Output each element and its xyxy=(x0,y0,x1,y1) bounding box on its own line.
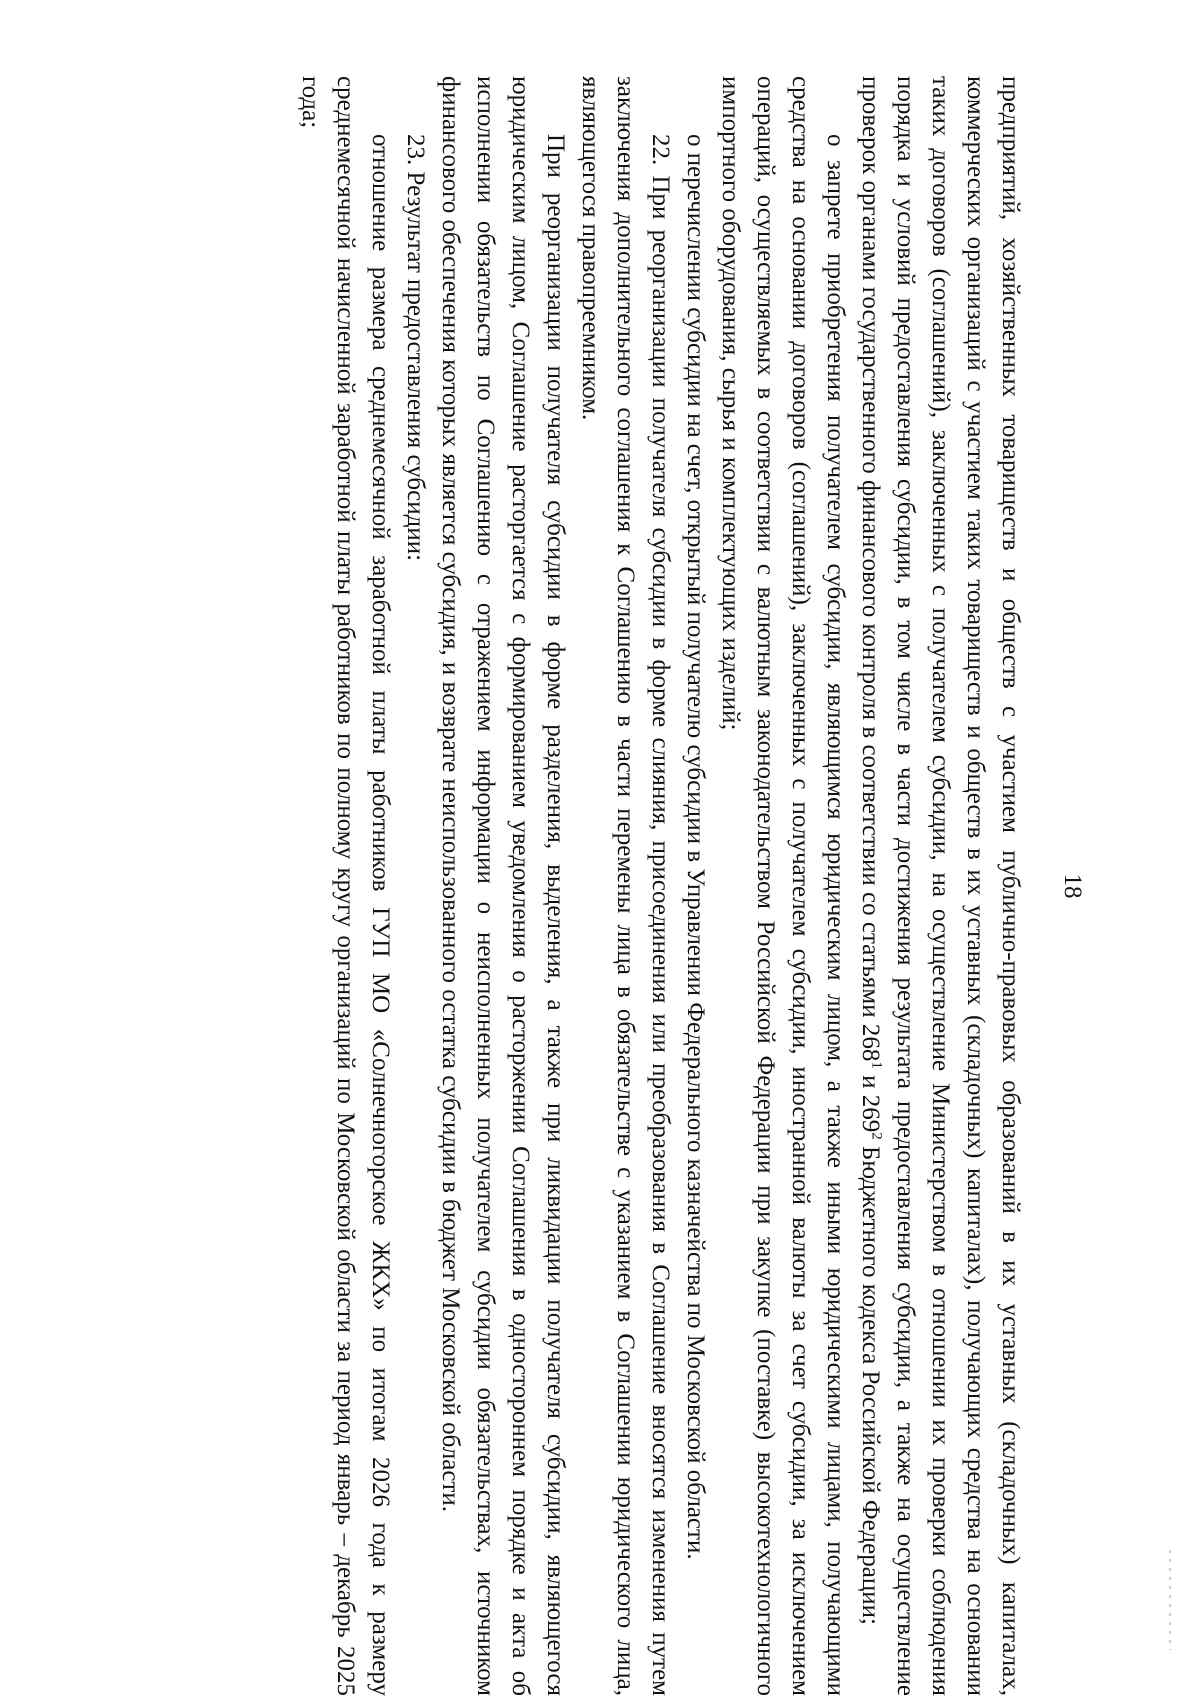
superscript-2: 2 xyxy=(867,1131,884,1140)
superscript-1: 1 xyxy=(867,1060,884,1069)
paragraph-22-split: При реорганизации получателя субсидии в форме разделения, выделения, а также при ликвидации получателя субсидии, являющегося юридическим лицом, Соглашение расторгается с формированием уведомления о расторжении Соглашения в одностороннем порядке и акта об исполнении обязательств по Соглашению с отражением информации о неисполненных получателем субсидии обязательствах, источником финансового обеспечения которых является субсидия, и возврате неиспользованного остатка субсидии в бюджет Московской области. xyxy=(436,75,569,1696)
rotated-text-frame xyxy=(88,76,1113,1696)
paragraph-22: 22. При реорганизации получателя субсидии в форме слияния, присоединения или преобразования в Соглашение вносятся изменения путем заключения дополнительного соглашения к Соглашению в части перемены лица в обязательстве с указанием в Соглашении юридического лица, являющегося правопреемником. xyxy=(576,75,674,1696)
paragraph-transfer: о перечислении субсидии на счет, открытый получателю субсидии в Управлении Федерального казначейства по Московской области. xyxy=(681,133,709,1560)
paragraph-continuation-tail: Бюджетного кодекса Российской Федерации; xyxy=(856,1139,884,1625)
paragraph-23-result: отношение размера среднемесячной заработной платы работников ГУП МО «Солнечногорское ЖКХ» по итогам 2026 года к размеру среднемесячной начисленной заработной платы работников по полному кругу организаций по Московской области за период январь – декабрь 2025 года; xyxy=(296,75,394,1696)
paragraph-23: 23. Результат предоставления субсидии: xyxy=(401,133,429,561)
paragraph-continuation-text: предприятий, хозяйственных товариществ и обществ с участием публично-правовых образований в их уставных (складочных) капиталах, коммерческих организаций с участием таких товариществ и обществ в их уставных (складочных) капиталах), получающих средства на основании таких договоров (соглашений), заключенных с получателем субсидии, на осуществление Министерством в отношении их проверки соблюдения порядка и условий предоставления субсидии, в том числе в части достижения результата предоставления субсидии, а также на осуществление проверок органами государственного финансового контроля в соответствии со статьями 268 xyxy=(856,75,1024,1696)
document-body xyxy=(293,76,1028,1696)
paragraph-continuation-mid: и 269 xyxy=(856,1068,884,1132)
page-number: 18 xyxy=(1058,873,1086,898)
scan-artifact-mark xyxy=(1140,1540,1200,1660)
paragraph-continuation xyxy=(853,76,1028,1696)
paragraph-prohibition: о запрете приобретения получателем субсидии, являющимся юридическим лицом, а также иными юридическими лицами, получающими средства на основании договоров (соглашений), заключенных с получателем субсидии, иностранной валюты за счет субсидии, за исключением операций, осуществляемых в соответствии с валютным законодательством Российской Федерации при закупке (поставке) высокотехнологичного импортного оборудования, сырья и комплектующих изделий; xyxy=(716,75,849,1696)
